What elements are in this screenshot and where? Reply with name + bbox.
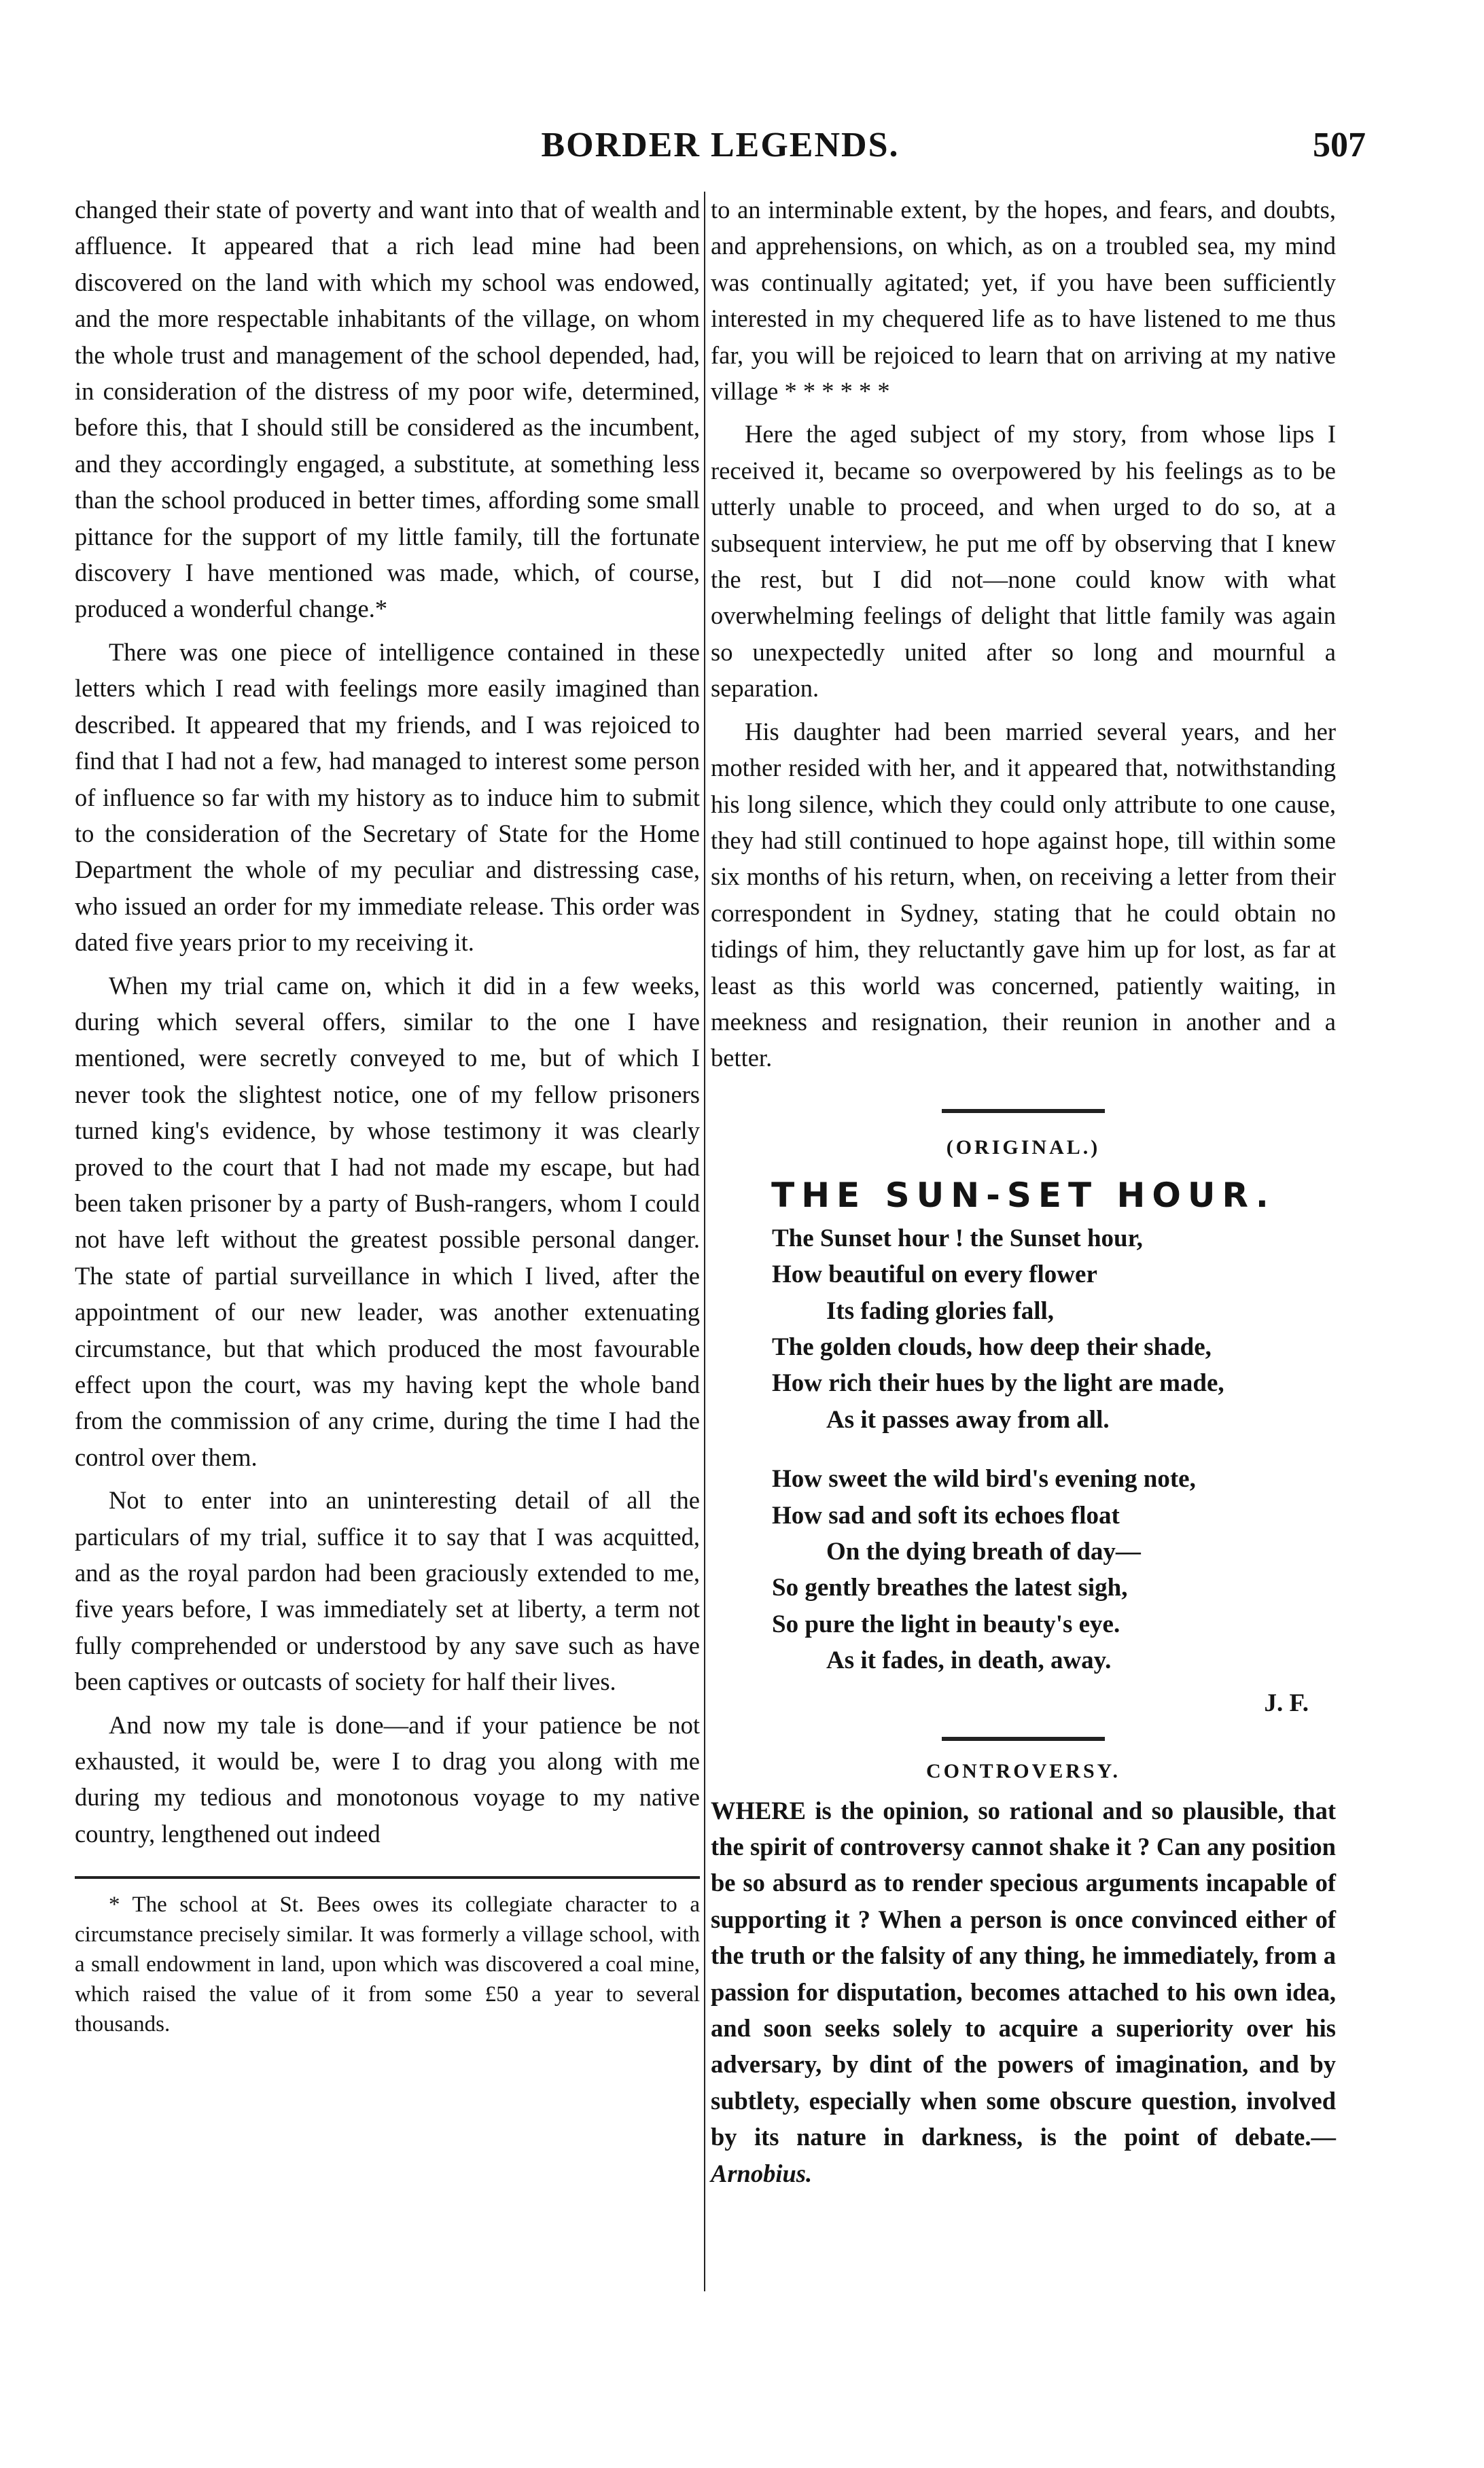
poem-signature: J. F. (1264, 1689, 1309, 1717)
paragraph: There was one piece of intelligence contained in these letters which I read with feelings more easily imagined than described. It appeared that my friends, and I was rejoiced to find that I had not a few, had managed to interest some person of influence so far with my history as to induce him to submit to the consideration of the Secretary of State for the Home Department the whole of my peculiar and distressing case, who issued an order for my immediate release. This order was dated five years prior to my receiving it. (75, 637, 700, 957)
verse-line: The golden clouds, how deep their shade, (772, 1333, 1212, 1361)
poem-title: THE SUN-SET HOUR. (771, 1175, 1275, 1215)
section-heading: CONTROVERSY. (925, 1759, 1121, 1782)
verse-line: How beautiful on every flower (772, 1261, 1097, 1289)
section-divider (942, 1737, 1105, 1741)
verse-line: So pure the light in beauty's eye. (772, 1610, 1120, 1638)
verse-line: As it passes away from all. (826, 1405, 1110, 1434)
verse-line: So gently breathes the latest sigh, (772, 1574, 1128, 1602)
verse-line: How rich their hues by the light are made, (772, 1369, 1224, 1398)
right-column (711, 192, 1336, 2191)
paragraph: And now my tale is done—and if your patience be not exhausted, it would be, were I to drag you along with me during my tedious and monotonous voyage to my native country, lengthened out indeed (75, 1710, 700, 1848)
verse-line: Its fading glories fall, (826, 1297, 1055, 1325)
paragraph: Here the aged subject of my story, from whose lips I received it, became so overpowered by his feelings as to be utterly unable to proceed, and when urged to do so, at a subsequent interview, he put me off by observing that I knew the rest, but I did not—none could know with what overwhelming feelings of delight that little family was again so unexpectedly united after so long and mournful a separation. (711, 420, 1336, 703)
paragraph: His daughter had been married several years, and her mother resided with her, and it appeared that, notwithstanding his long silence, which they could only attribute to one cause, they had still continued to hope against hope, till within some six months of his return, when, on receiving a letter from their correspondent in Sydney, stating that he could obtain no tidings of him, they reluctantly gave him up for lost, as far at least as this world was concerned, patiently waiting, in meekness and resignation, their reunion in another and a better. (711, 717, 1336, 1072)
verse-line: The Sunset hour ! the Sunset hour, (772, 1224, 1143, 1252)
verse-line: As it fades, in death, away. (826, 1646, 1112, 1675)
column-divider (704, 192, 705, 2291)
paragraph: When my trial came on, which it did in a few weeks, during which several offers, similar to the one I have mentioned, were secretly conveyed to me, but of which I never took the slightest notice, one of my fellow prisoners turned king's evidence, by whose testimony it was clearly proved to the court that I had not made my escape, but had been taken prisoner by a party of Bush-rangers, whom I could not have left without the greatest possible personal danger. The state of partial surveillance in which I lived, after the appointment of our new leader, was another extenuating circumstance, but that which produced the most favourable effect upon the court, was my having kept the whole band from the commission of any crime, during the time I had the control over them. (75, 971, 700, 1471)
verse-line: How sad and soft its echoes float (772, 1501, 1120, 1530)
paragraph: to an interminable extent, by the hopes, and fears, and doubts, and apprehensions, on which, as on a troubled sea, my mind was continually agitated; yet, if you have been sufficiently interested in my chequered life as to have listened to me thus far, you will be rejoiced to learn that on arriving at my native village * * * * * * (711, 196, 1336, 406)
paragraph: changed their state of poverty and want into that of wealth and affluence. It appeared that a rich lead mine had been discovered on the land with which my school was endowed, and the more respectable inhabitants of the village, on whom the whole trust and management of the school depended, had, in consideration of the distress of my poor wife, determined, before this, that I should still be considered as the incumbent, and they accordingly engaged, a substitute, at something less than the school produced in better times, affording some small pittance for the support of my little family, till the fortunate discovery I have mentioned was made, which, of course, produced a wonderful change.* (75, 196, 700, 623)
page-number: 507 (1313, 126, 1366, 164)
paragraph: Not to enter into an uninteresting detail of all the particulars of my trial, suffice it to say that I was acquitted, and as the royal pardon had been graciously extended to me, five years before, I was immediately set at liberty, a term not fully comprehended or understood by any save such as have been captives or outcasts of society for half their lives. (75, 1486, 700, 1696)
poem-label: (ORIGINAL.) (946, 1135, 1101, 1159)
verse-line: On the dying breath of day— (826, 1538, 1141, 1566)
page-header (75, 121, 1366, 175)
section-divider (942, 1109, 1105, 1113)
left-column (75, 192, 700, 2039)
attribution: Arnobius. (711, 2159, 813, 2187)
verse-line: How sweet the wild bird's evening note, (772, 1465, 1196, 1494)
poem (772, 1220, 1315, 1679)
running-title: BORDER LEGENDS. (541, 126, 900, 164)
controversy-text: WHERE is the opinion, so rational and so plausible, that the spirit of controversy cannot shake it ? Can any position be so absurd as to render specious arguments incapable of supporting it ? When a person is once convinced either of the truth or the falsity of any thing, he immediately, from a passion for disputation, becomes attached to his own idea, and soon seeks solely to acquire a superiority over his adversary, by dint of the powers of imagination, and by subtlety, especially when some obscure question, involved by its nature in darkness, is the point of debate.— (711, 1796, 1336, 2151)
poem-stanza (772, 1461, 1315, 1678)
footnote-divider (75, 1876, 700, 1879)
controversy-paragraph (711, 1793, 1336, 2191)
footnote: * The school at St. Bees owes its collegiate character to a circumstance precisely similar. It was formerly a village school, with a small endowment in land, upon which was discovered a coal mine, which raised the value of it from some £50 a year to several thousands. (75, 1892, 700, 2037)
poem-stanza (772, 1220, 1315, 1438)
